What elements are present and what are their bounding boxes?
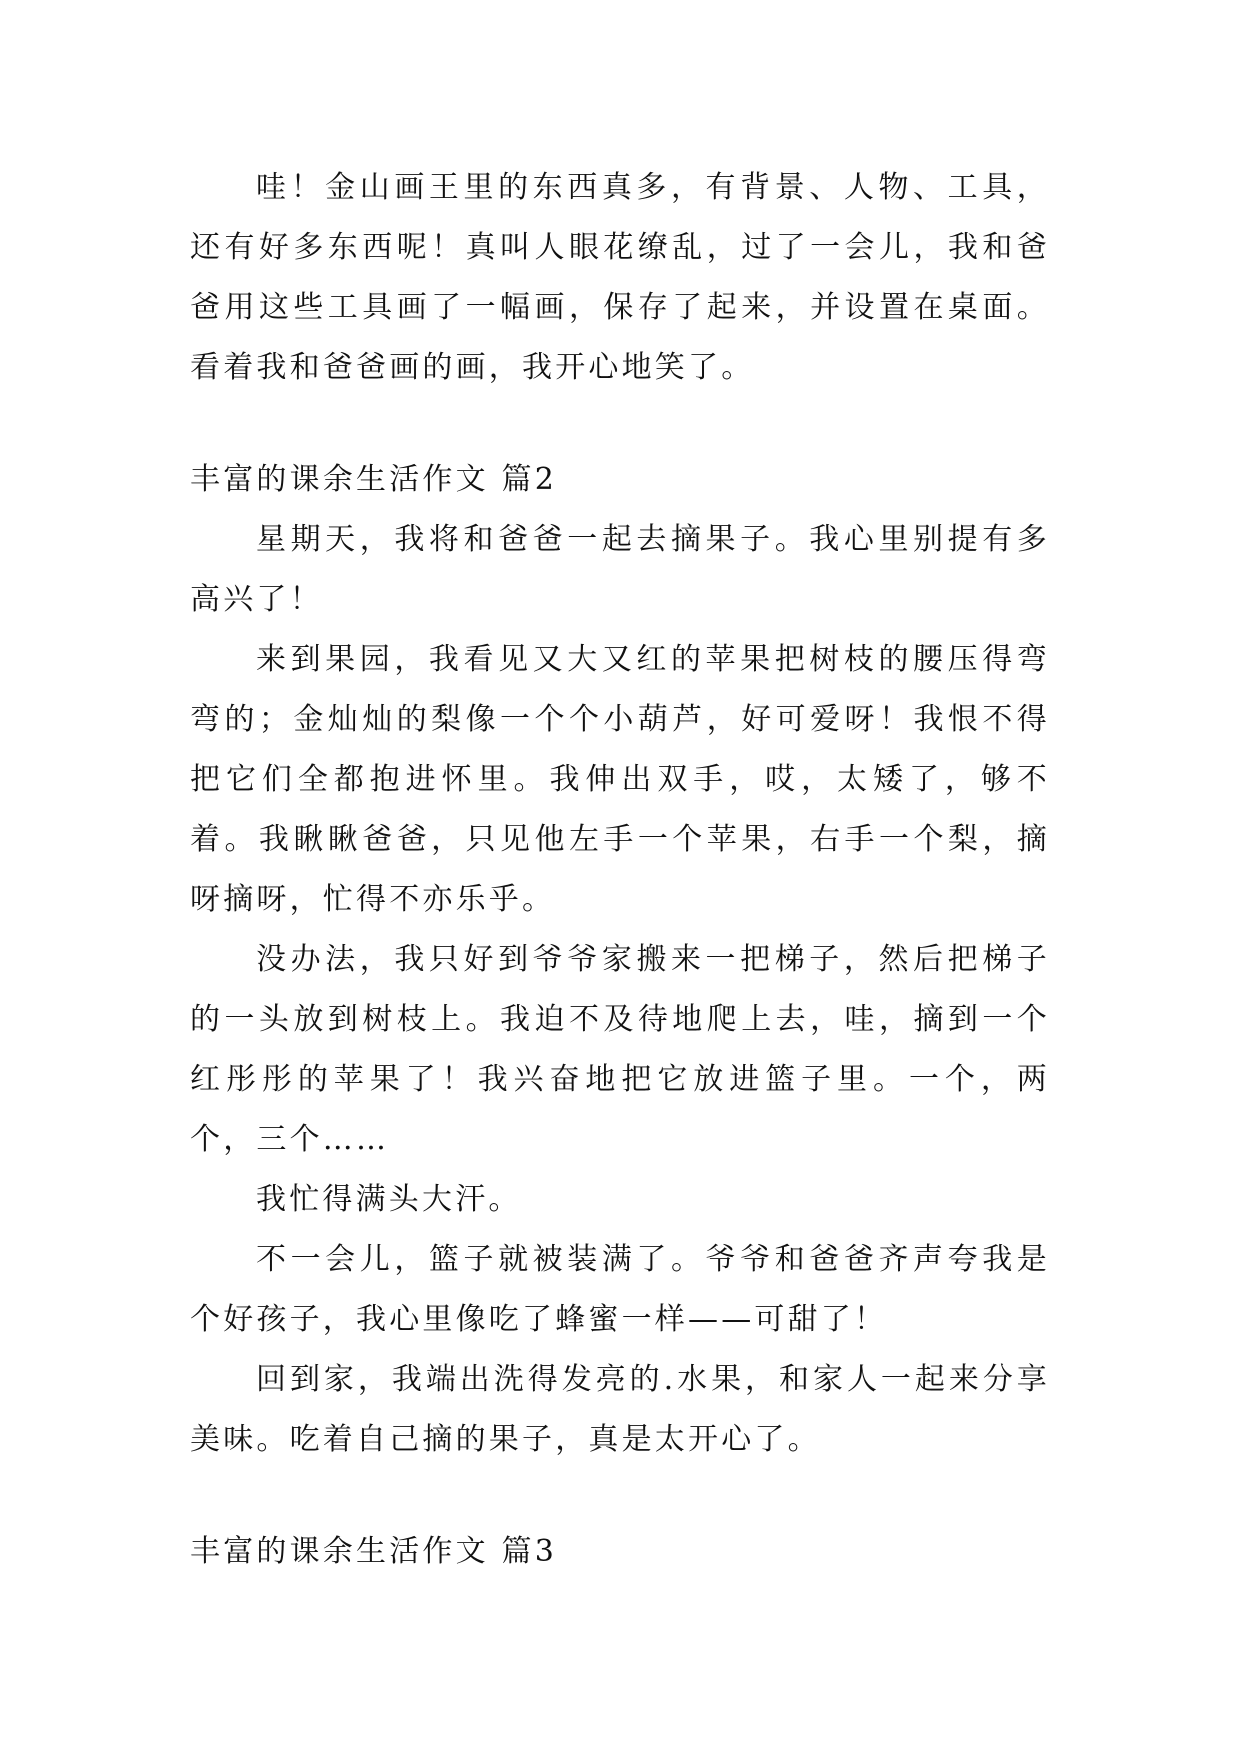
paragraph: 不一会儿，篮子就被装满了。爷爷和爸爸齐声夸我是个好孩子，我心里像吃了蜂蜜一样——可甜了！ [190,1242,1050,1337]
paragraph: 哇！金山画王里的东西真多，有背景、人物、工具，还有好多东西呢！真叫人眼花缭乱，过了一会儿，我和爸爸用这些工具画了一幅画，保存了起来，并设置在桌面。看着我和爸爸画的画，我开心地笑了。 [190,170,1050,385]
section-heading: 丰富的课余生活作文 篇2 [190,462,558,497]
document-body [190,158,1050,1582]
paragraph: 来到果园，我看见又大又红的苹果把树枝的腰压得弯弯的；金灿灿的梨像一个个小葫芦，好可爱呀！我恨不得把它们全都抱进怀里。我伸出双手，哎，太矮了，够不着。我瞅瞅爸爸，只见他左手一个苹果，右手一个梨，摘呀摘呀，忙得不亦乐乎。 [190,642,1050,917]
section-heading: 丰富的课余生活作文 篇3 [190,1534,558,1569]
paragraph: 星期天，我将和爸爸一起去摘果子。我心里别提有多高兴了！ [190,522,1050,617]
paragraph: 没办法，我只好到爷爷家搬来一把梯子，然后把梯子的一头放到树枝上。我迫不及待地爬上去，哇，摘到一个红彤彤的苹果了！我兴奋地把它放进篮子里。一个，两个，三个…… [190,942,1050,1157]
paragraph: 我忙得满头大汗。 [256,1182,522,1217]
paragraph: 回到家，我端出洗得发亮的.水果，和家人一起来分享美味。吃着自己摘的果子，真是太开心了。 [190,1362,1050,1457]
